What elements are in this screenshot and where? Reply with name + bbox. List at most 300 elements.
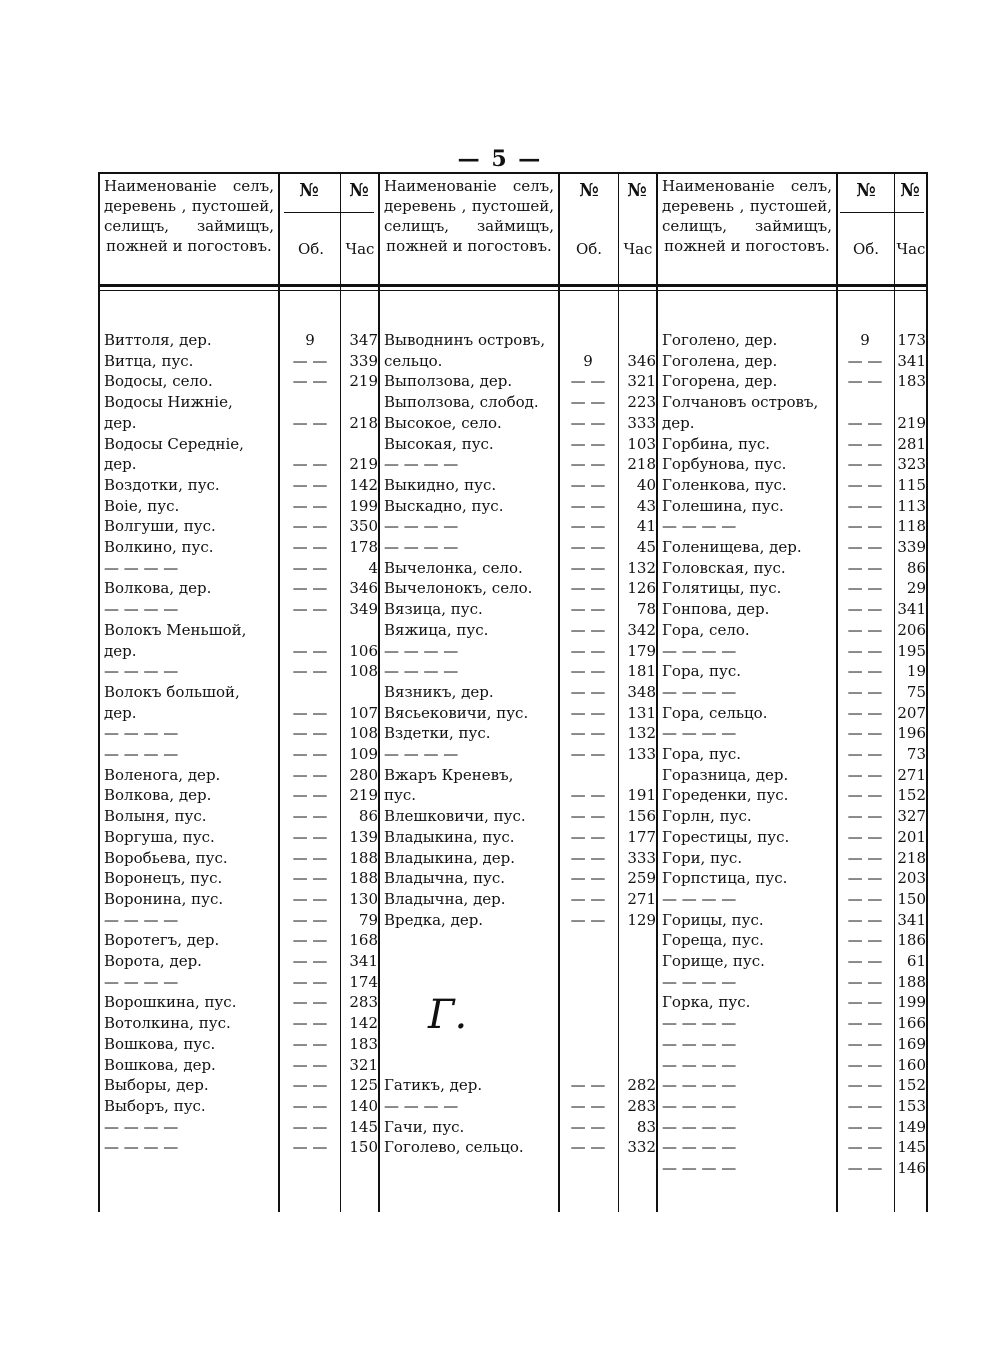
- row-ob: — —: [570, 662, 606, 681]
- row-chas: 191: [627, 786, 656, 805]
- row-ob: — —: [847, 662, 883, 681]
- column-rule: [618, 172, 619, 1212]
- row-name: Головская, пус.: [662, 558, 786, 577]
- table-top-rule: [98, 172, 928, 174]
- row-chas: 206: [897, 620, 926, 639]
- row-chas: 83: [636, 1117, 656, 1136]
- row-chas: 283: [349, 993, 378, 1012]
- row-ob: — —: [292, 517, 328, 536]
- row-ob: — —: [292, 745, 328, 763]
- row-name: Воротегъ, дер.: [104, 931, 220, 950]
- row-ob: — —: [847, 1096, 883, 1115]
- row-ob: — —: [570, 807, 606, 826]
- row-ob: — —: [847, 1138, 883, 1157]
- row-name: — — — —: [104, 558, 179, 577]
- row-name: Вычелонокъ, село.: [384, 579, 533, 598]
- row-ob: — —: [847, 786, 883, 805]
- row-ob: — —: [292, 889, 328, 908]
- row-chas: 199: [349, 496, 378, 515]
- row-chas: 219: [349, 786, 378, 805]
- row-chas: 73: [906, 745, 926, 763]
- row-name: — — — —: [662, 1034, 737, 1053]
- row-chas: 186: [897, 931, 926, 950]
- row-ob: — —: [847, 620, 883, 639]
- row-name: Гореденки, пус.: [662, 786, 789, 805]
- row-chas: 178: [349, 538, 378, 556]
- row-name: — — — —: [662, 724, 737, 743]
- row-ob: — —: [292, 848, 328, 867]
- row-ob: 9: [305, 331, 315, 349]
- row-name: Горестицы, пус.: [662, 827, 790, 846]
- row-chas: 199: [897, 993, 926, 1012]
- row-name: — — — —: [662, 1055, 737, 1074]
- row-name: Выскадно, пус.: [384, 496, 504, 515]
- row-ob: — —: [292, 538, 328, 556]
- row-ob: — —: [570, 393, 606, 412]
- row-ob: — —: [292, 1055, 328, 1074]
- row-chas: 129: [627, 910, 656, 929]
- row-name: — — — —: [384, 1096, 459, 1115]
- row-ob: — —: [847, 869, 883, 888]
- row-name: Волкова, дер.: [104, 579, 212, 598]
- row-chas: 223: [627, 393, 656, 412]
- row-chas: 341: [897, 600, 926, 619]
- row-ob: — —: [292, 931, 328, 950]
- header-ob: Об.: [297, 240, 325, 258]
- row-chas: 346: [627, 351, 656, 370]
- row-name: Горбина, пус.: [662, 434, 771, 453]
- row-chas: 150: [349, 1138, 378, 1157]
- row-name: — — — —: [662, 1096, 737, 1115]
- row-name: Высокое, село.: [384, 413, 502, 432]
- section-letter: Г.: [428, 992, 468, 1038]
- row-name: Вжаръ Креневъ,: [384, 765, 514, 784]
- row-chas: 152: [897, 1076, 926, 1095]
- row-chas: 196: [897, 724, 926, 743]
- row-name: — — — —: [662, 1138, 737, 1157]
- row-chas: 125: [349, 1076, 378, 1095]
- header-number: №: [856, 180, 876, 201]
- row-ob: — —: [292, 496, 328, 515]
- row-ob: — —: [292, 413, 328, 432]
- row-chas: 281: [897, 434, 926, 453]
- row-chas: 79: [358, 910, 378, 929]
- row-chas: 342: [627, 620, 656, 639]
- row-chas: 283: [627, 1096, 656, 1115]
- row-name: Горицы, пус.: [662, 910, 764, 929]
- row-name: Голчановъ островъ,: [662, 393, 819, 412]
- row-chas: 107: [349, 703, 378, 722]
- row-chas: 181: [627, 662, 656, 681]
- row-name: пус.: [384, 786, 416, 805]
- row-chas: 174: [349, 972, 378, 991]
- row-name: — — — —: [104, 745, 179, 763]
- row-chas: 271: [627, 889, 656, 908]
- row-name: — — — —: [104, 600, 179, 619]
- row-name: Гачи, пус.: [384, 1117, 465, 1136]
- row-name: Гоголено, дер.: [662, 331, 778, 349]
- row-name: — — — —: [104, 662, 179, 681]
- row-ob: — —: [847, 579, 883, 598]
- row-name: Водосы, село.: [104, 372, 213, 391]
- column-rule: [278, 172, 280, 1212]
- row-name: Вязникъ, дер.: [384, 682, 494, 701]
- header-name: Наименованіе селъ, деревень , пустошей, селищъ, займищъ, пожней и погостовъ.: [104, 177, 274, 255]
- row-ob: — —: [570, 558, 606, 577]
- row-ob: — —: [292, 558, 328, 577]
- row-ob: — —: [847, 827, 883, 846]
- row-chas: 341: [897, 910, 926, 929]
- row-name: — — — —: [104, 724, 179, 743]
- row-chas: 132: [627, 558, 656, 577]
- row-chas: 113: [897, 496, 926, 515]
- row-chas: 341: [349, 952, 378, 970]
- row-name: дер.: [104, 455, 137, 474]
- row-ob: — —: [847, 1055, 883, 1074]
- row-ob: — —: [292, 765, 328, 784]
- row-chas: 183: [349, 1034, 378, 1053]
- row-name: дер.: [662, 413, 695, 432]
- row-name: Горлн, пус.: [662, 807, 752, 826]
- header-chas: Час: [896, 240, 926, 258]
- row-chas: 177: [627, 827, 656, 846]
- row-chas: 350: [349, 517, 378, 536]
- row-chas: 321: [349, 1055, 378, 1074]
- row-name: Вяжица, пус.: [384, 620, 489, 639]
- header-divider: [284, 212, 374, 213]
- row-ob: — —: [570, 910, 606, 929]
- row-name: Волкино, пус.: [104, 538, 214, 556]
- row-chas: 339: [349, 351, 378, 370]
- row-name: Голятицы, пус.: [662, 579, 782, 598]
- row-name: — — — —: [104, 1117, 179, 1136]
- header-number: №: [349, 180, 369, 201]
- header-name: Наименованіе селъ, деревень , пустошей, селищъ, займищъ, пожней и погостовъ.: [384, 177, 554, 255]
- row-name: Волокъ большой,: [104, 682, 240, 701]
- row-ob: — —: [847, 703, 883, 722]
- row-name: дер.: [104, 641, 137, 660]
- row-chas: 219: [349, 372, 378, 391]
- row-ob: — —: [292, 351, 328, 370]
- row-ob: — —: [847, 972, 883, 991]
- row-name: — — — —: [104, 972, 179, 991]
- row-ob: — —: [292, 869, 328, 888]
- page-number: — 5 —: [457, 146, 543, 172]
- row-name: Гора, пус.: [662, 662, 742, 681]
- row-chas: 346: [349, 579, 378, 598]
- row-ob: — —: [847, 993, 883, 1012]
- row-ob: — —: [570, 496, 606, 515]
- row-ob: — —: [847, 910, 883, 929]
- row-ob: — —: [292, 641, 328, 660]
- row-chas: 145: [897, 1138, 926, 1157]
- row-name: Водосы Нижніе,: [104, 393, 233, 412]
- row-name: Вошкова, пус.: [104, 1034, 216, 1053]
- row-ob: — —: [570, 889, 606, 908]
- header-chas: Час: [623, 240, 653, 258]
- row-chas: 152: [897, 786, 926, 805]
- row-ob: — —: [292, 952, 328, 970]
- row-ob: — —: [847, 1117, 883, 1136]
- row-name: Владыкина, пус.: [384, 827, 515, 846]
- row-name: Владычна, дер.: [384, 889, 506, 908]
- row-chas: 203: [897, 869, 926, 888]
- row-chas: 78: [636, 600, 656, 619]
- row-chas: 218: [897, 848, 926, 867]
- row-chas: 341: [897, 351, 926, 370]
- row-name: Горище, пус.: [662, 952, 765, 970]
- row-name: — — — —: [384, 517, 459, 536]
- row-chas: 218: [349, 413, 378, 432]
- row-name: Выборы, дер.: [104, 1076, 209, 1095]
- row-chas: 131: [627, 703, 656, 722]
- row-chas: 108: [349, 724, 378, 743]
- row-ob: — —: [292, 1034, 328, 1053]
- row-chas: 40: [636, 475, 656, 494]
- row-name: — — — —: [384, 662, 459, 681]
- row-name: Волыня, пус.: [104, 807, 207, 826]
- row-name: Витца, пус.: [104, 351, 194, 370]
- row-chas: 321: [627, 372, 656, 391]
- row-chas: 19: [906, 662, 926, 681]
- row-name: Гора, село.: [662, 620, 750, 639]
- row-chas: 145: [349, 1117, 378, 1136]
- row-chas: 219: [349, 455, 378, 474]
- row-chas: 45: [636, 538, 656, 556]
- row-name: — — — —: [384, 455, 459, 474]
- row-name: Ворота, дер.: [104, 952, 202, 970]
- row-name: Выводнинъ островъ,: [384, 331, 546, 349]
- row-name: Горбунова, пус.: [662, 455, 787, 474]
- row-ob: — —: [292, 807, 328, 826]
- row-chas: 280: [349, 765, 378, 784]
- row-ob: 9: [583, 351, 593, 370]
- row-chas: 323: [897, 455, 926, 474]
- row-ob: — —: [570, 372, 606, 391]
- row-chas: 169: [897, 1034, 926, 1053]
- row-chas: 140: [349, 1096, 378, 1115]
- row-ob: — —: [292, 455, 328, 474]
- row-chas: 179: [627, 641, 656, 660]
- header-number: №: [299, 180, 319, 201]
- row-name: — — — —: [384, 641, 459, 660]
- row-name: Выползова, дер.: [384, 372, 513, 391]
- row-chas: 61: [906, 952, 926, 970]
- row-ob: — —: [292, 724, 328, 743]
- row-chas: 348: [627, 682, 656, 701]
- row-ob: — —: [292, 579, 328, 598]
- row-chas: 130: [349, 889, 378, 908]
- row-name: — — — —: [384, 538, 459, 556]
- row-name: — — — —: [662, 517, 737, 536]
- row-ob: — —: [292, 703, 328, 722]
- row-ob: — —: [847, 889, 883, 908]
- row-name: дер.: [104, 703, 137, 722]
- row-name: Воздотки, пус.: [104, 475, 220, 494]
- row-ob: — —: [847, 724, 883, 743]
- row-chas: 168: [349, 931, 378, 950]
- row-name: Ворошкина, пус.: [104, 993, 237, 1012]
- row-chas: 115: [897, 475, 926, 494]
- row-name: Высокая, пус.: [384, 434, 494, 453]
- row-chas: 149: [897, 1117, 926, 1136]
- row-chas: 150: [897, 889, 926, 908]
- row-name: Гонпова, дер.: [662, 600, 770, 619]
- row-chas: 160: [897, 1055, 926, 1074]
- row-chas: 103: [627, 434, 656, 453]
- row-ob: — —: [292, 993, 328, 1012]
- column-rule: [378, 172, 380, 1212]
- row-ob: — —: [292, 1076, 328, 1095]
- row-chas: 132: [627, 724, 656, 743]
- row-name: Водосы Середніе,: [104, 434, 244, 453]
- column-rule: [98, 172, 100, 1212]
- row-ob: — —: [292, 1014, 328, 1033]
- row-ob: — —: [847, 496, 883, 515]
- row-name: дер.: [104, 413, 137, 432]
- row-chas: 41: [636, 517, 656, 536]
- row-ob: — —: [570, 1096, 606, 1115]
- row-name: Воронецъ, пус.: [104, 869, 223, 888]
- row-ob: — —: [570, 703, 606, 722]
- row-chas: 108: [349, 662, 378, 681]
- row-name: Виттоля, дер.: [104, 331, 212, 349]
- row-ob: — —: [570, 413, 606, 432]
- row-chas: 86: [358, 807, 378, 826]
- row-ob: — —: [292, 1138, 328, 1157]
- row-name: Воіе, пус.: [104, 496, 180, 515]
- row-chas: 195: [897, 641, 926, 660]
- row-name: Воронина, пус.: [104, 889, 224, 908]
- row-chas: 173: [897, 331, 926, 349]
- column-rule: [656, 172, 658, 1212]
- column-rule: [340, 172, 341, 1212]
- row-chas: 126: [627, 579, 656, 598]
- row-chas: 332: [627, 1138, 656, 1157]
- row-name: Вычелонка, село.: [384, 558, 523, 577]
- row-chas: 75: [906, 682, 926, 701]
- row-ob: — —: [847, 538, 883, 556]
- row-chas: 207: [897, 703, 926, 722]
- row-name: Горещa, пус.: [662, 931, 764, 950]
- row-name: — — — —: [662, 1076, 737, 1095]
- row-chas: 188: [897, 972, 926, 991]
- row-ob: — —: [570, 475, 606, 494]
- row-chas: 118: [897, 517, 926, 536]
- row-chas: 282: [627, 1076, 656, 1095]
- row-name: Горка, пус.: [662, 993, 751, 1012]
- row-ob: — —: [570, 745, 606, 763]
- row-ob: — —: [292, 372, 328, 391]
- row-name: Воленога, дер.: [104, 765, 221, 784]
- row-chas: 106: [349, 641, 378, 660]
- row-ob: — —: [292, 910, 328, 929]
- row-name: Влешковичи, пус.: [384, 807, 526, 826]
- row-chas: 347: [349, 331, 378, 349]
- row-name: Гатикъ, дер.: [384, 1076, 483, 1095]
- row-name: — — — —: [662, 972, 737, 991]
- row-chas: 142: [349, 475, 378, 494]
- row-ob: — —: [847, 952, 883, 970]
- index-table: [98, 172, 928, 1212]
- row-name: Горпстица, пус.: [662, 869, 788, 888]
- row-ob: — —: [847, 807, 883, 826]
- row-chas: 153: [897, 1096, 926, 1115]
- column-rule: [926, 172, 928, 1212]
- row-name: — — — —: [384, 745, 459, 763]
- row-ob: 9: [860, 331, 870, 349]
- row-ob: — —: [570, 682, 606, 701]
- row-ob: — —: [570, 434, 606, 453]
- row-ob: — —: [847, 1034, 883, 1053]
- row-ob: — —: [847, 745, 883, 763]
- row-chas: 139: [349, 827, 378, 846]
- row-chas: 109: [349, 745, 378, 763]
- row-ob: — —: [847, 372, 883, 391]
- header-rule-thin: [98, 290, 928, 291]
- row-ob: — —: [847, 517, 883, 536]
- row-name: Выкидно, пус.: [384, 475, 497, 494]
- row-name: Владыкина, дер.: [384, 848, 516, 867]
- row-name: Гора, пус.: [662, 745, 742, 763]
- row-ob: — —: [847, 682, 883, 701]
- row-ob: — —: [570, 579, 606, 598]
- row-chas: 333: [627, 848, 656, 867]
- row-name: — — — —: [662, 889, 737, 908]
- row-name: Гоголена, дер.: [662, 351, 778, 370]
- row-name: Гогорена, дер.: [662, 372, 778, 391]
- header-rule: [98, 284, 928, 287]
- row-ob: — —: [292, 1096, 328, 1115]
- column-rule: [894, 172, 895, 1212]
- row-ob: — —: [847, 475, 883, 494]
- row-chas: 201: [897, 827, 926, 846]
- row-ob: — —: [570, 848, 606, 867]
- row-ob: — —: [292, 1117, 328, 1136]
- row-ob: — —: [292, 786, 328, 805]
- row-chas: 218: [627, 455, 656, 474]
- row-chas: 29: [906, 579, 926, 598]
- header-number: №: [627, 180, 647, 201]
- row-chas: 142: [349, 1014, 378, 1033]
- row-chas: 188: [349, 869, 378, 888]
- header-ob: Об.: [575, 240, 603, 258]
- row-ob: — —: [570, 786, 606, 805]
- row-ob: — —: [847, 1014, 883, 1033]
- row-ob: — —: [847, 931, 883, 950]
- row-name: Вотолкина, пус.: [104, 1014, 231, 1033]
- row-chas: 146: [897, 1159, 926, 1177]
- row-name: Выборъ, пус.: [104, 1096, 206, 1115]
- row-name: — — — —: [104, 910, 179, 929]
- row-ob: — —: [570, 538, 606, 556]
- row-name: — — — —: [662, 1117, 737, 1136]
- row-chas: 156: [627, 807, 656, 826]
- row-name: Гоголево, сельцо.: [384, 1138, 524, 1157]
- row-ob: — —: [292, 662, 328, 681]
- row-ob: — —: [847, 1076, 883, 1095]
- row-chas: 327: [897, 807, 926, 826]
- row-chas: 133: [627, 745, 656, 763]
- row-chas: 4: [368, 558, 378, 577]
- header-divider: [840, 212, 924, 213]
- row-name: Гори, пус.: [662, 848, 743, 867]
- row-chas: 183: [897, 372, 926, 391]
- row-chas: 188: [349, 848, 378, 867]
- row-name: Волкова, дер.: [104, 786, 212, 805]
- row-ob: — —: [292, 600, 328, 619]
- row-name: — — — —: [104, 1138, 179, 1157]
